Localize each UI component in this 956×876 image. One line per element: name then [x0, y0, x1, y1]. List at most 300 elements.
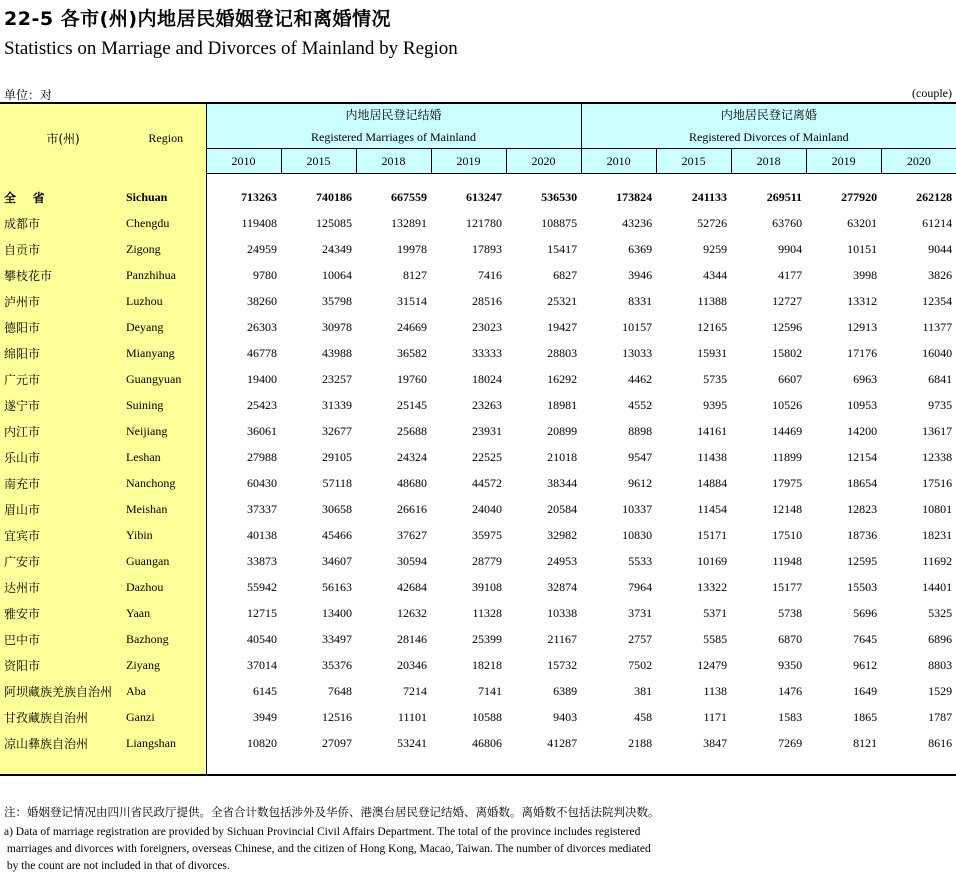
header-divorce-group — [581, 103, 956, 126]
cell-divorces: 17975 — [772, 475, 803, 490]
cell-marriages: 21018 — [547, 449, 578, 464]
cell-marriages: 31339 — [322, 397, 352, 412]
table-row — [0, 704, 956, 730]
header-year: 2020 — [881, 149, 956, 174]
cell-marriages: 43988 — [322, 345, 352, 360]
cell-divorces: 5735 — [703, 371, 728, 386]
cell-divorces: 5738 — [778, 605, 803, 620]
cell-region: Zigong — [126, 236, 206, 262]
cell-marriages: 56163 — [322, 579, 352, 594]
table-row — [0, 236, 956, 262]
header-marriage-cn: 内地居民登记结婚 — [345, 108, 442, 122]
cell-marriages: 132891 — [391, 215, 427, 230]
cell-divorces: 43236 — [622, 215, 653, 230]
cell-city: 雅安市 — [0, 600, 126, 626]
cell-marriages: 23931 — [472, 423, 502, 438]
cell-divorces: 8121 — [853, 735, 878, 750]
cell-divorces: 7269 — [778, 735, 803, 750]
cell-marriages: 37014 — [247, 657, 277, 672]
table-row — [0, 262, 956, 288]
cell-divorces: 10801 — [922, 501, 953, 516]
cell-city: 凉山彝族自治州 — [0, 730, 126, 756]
cell-marriages: 34607 — [322, 553, 352, 568]
header-year: 2020 — [506, 149, 581, 174]
cell-region: Sichuan — [126, 184, 206, 210]
cell-marriages: 11101 — [397, 709, 427, 724]
header-year: 2010 — [206, 149, 281, 174]
header-divorce-cn: 内地居民登记离婚 — [720, 108, 817, 122]
cell-marriages: 20584 — [547, 501, 578, 516]
header-year: 2018 — [731, 149, 806, 174]
header-year: 2015 — [656, 149, 731, 174]
cell-divorces: 15931 — [697, 345, 728, 360]
cell-divorces: 13322 — [697, 579, 728, 594]
cell-divorces: 8803 — [928, 657, 953, 672]
cell-divorces: 52726 — [697, 215, 728, 230]
cell-marriages: 19427 — [547, 319, 578, 334]
table-row — [0, 652, 956, 678]
cell-city: 自贡市 — [0, 236, 126, 262]
cell-divorces: 12154 — [847, 449, 878, 464]
cell-divorces: 8616 — [928, 735, 953, 750]
cell-marriages: 40540 — [247, 631, 277, 646]
cell-marriages: 42684 — [397, 579, 427, 594]
cell-divorces: 7502 — [628, 657, 653, 672]
cell-marriages: 32677 — [322, 423, 352, 438]
cell-divorces: 14401 — [922, 579, 953, 594]
cell-divorces: 2757 — [628, 631, 653, 646]
cell-divorces: 11692 — [922, 553, 953, 568]
cell-marriages: 8127 — [403, 267, 427, 282]
cell-marriages: 25423 — [247, 397, 277, 412]
unit-label-en: (couple) — [912, 86, 952, 100]
cell-marriages: 25399 — [472, 631, 502, 646]
cell-divorces: 4344 — [703, 267, 728, 282]
cell-city: 全 省 — [0, 184, 126, 210]
cell-marriages: 46778 — [247, 345, 277, 360]
cell-marriages: 19400 — [247, 371, 277, 386]
cell-divorces: 277920 — [841, 189, 878, 204]
cell-divorces: 14161 — [697, 423, 728, 438]
cell-divorces: 63201 — [847, 215, 878, 230]
cell-marriages: 119408 — [241, 215, 277, 230]
cell-marriages: 35798 — [322, 293, 352, 308]
cell-region: Yibin — [126, 522, 206, 548]
cell-divorces: 15177 — [772, 579, 803, 594]
cell-marriages: 108875 — [541, 215, 578, 230]
cell-divorces: 1171 — [703, 709, 728, 724]
footnote-en — [4, 824, 764, 875]
cell-marriages: 7141 — [478, 683, 502, 698]
cell-marriages: 28146 — [397, 631, 427, 646]
cell-city: 广安市 — [0, 548, 126, 574]
cell-marriages: 6827 — [553, 267, 578, 282]
cell-divorces: 3847 — [703, 735, 728, 750]
cell-divorces: 18231 — [922, 527, 953, 542]
cell-divorces: 3946 — [628, 267, 653, 282]
cell-region: Neijiang — [126, 418, 206, 444]
table-row — [0, 730, 956, 756]
cell-divorces: 18736 — [847, 527, 878, 542]
header-year: 2018 — [356, 149, 431, 174]
cell-marriages: 11328 — [472, 605, 502, 620]
cell-marriages: 38344 — [547, 475, 578, 490]
cell-marriages: 15732 — [547, 657, 578, 672]
cell-marriages: 7648 — [328, 683, 352, 698]
cell-divorces: 10337 — [622, 501, 653, 516]
cell-marriages: 19760 — [397, 371, 427, 386]
header-year: 2010 — [581, 149, 656, 174]
table-row-total — [0, 184, 956, 210]
cell-marriages: 20899 — [547, 423, 578, 438]
table-row — [0, 522, 956, 548]
cell-divorces: 9044 — [928, 241, 953, 256]
statistics-table — [0, 102, 956, 776]
cell-city: 遂宁市 — [0, 392, 126, 418]
cell-city: 阿坝藏族羌族自治州 — [0, 678, 126, 704]
cell-divorces: 6841 — [928, 371, 953, 386]
cell-region: Dazhou — [126, 574, 206, 600]
cell-divorces: 1649 — [853, 683, 878, 698]
cell-marriages: 536530 — [541, 189, 578, 204]
cell-marriages: 613247 — [466, 189, 502, 204]
cell-divorces: 8898 — [628, 423, 653, 438]
cell-divorces: 12596 — [772, 319, 803, 334]
cell-divorces: 6369 — [628, 241, 653, 256]
cell-marriages: 24959 — [247, 241, 277, 256]
table-row — [0, 574, 956, 600]
cell-marriages: 25321 — [547, 293, 578, 308]
cell-divorces: 9350 — [778, 657, 803, 672]
cell-divorces: 4552 — [628, 397, 653, 412]
cell-region: Bazhong — [126, 626, 206, 652]
cell-region: Nanchong — [126, 470, 206, 496]
cell-city: 成都市 — [0, 210, 126, 236]
cell-divorces: 6607 — [778, 371, 803, 386]
cell-marriages: 6389 — [553, 683, 578, 698]
cell-city: 德阳市 — [0, 314, 126, 340]
cell-region: Leshan — [126, 444, 206, 470]
table-row — [0, 678, 956, 704]
cell-marriages: 125085 — [316, 215, 352, 230]
cell-marriages: 17893 — [472, 241, 502, 256]
page-title-cn: 22-5 各市(州)内地居民婚姻登记和离婚情况 — [4, 8, 392, 30]
cell-divorces: 1787 — [928, 709, 953, 724]
cell-divorces: 5585 — [703, 631, 728, 646]
cell-divorces: 11377 — [922, 319, 953, 334]
cell-divorces: 17176 — [847, 345, 878, 360]
cell-divorces: 5533 — [628, 553, 653, 568]
cell-divorces: 7964 — [628, 579, 653, 594]
cell-divorces: 12479 — [697, 657, 728, 672]
cell-marriages: 38260 — [247, 293, 277, 308]
table-row — [0, 548, 956, 574]
cell-marriages: 41287 — [547, 735, 578, 750]
cell-marriages: 13400 — [322, 605, 352, 620]
header-region: Region — [126, 103, 206, 174]
table-row — [0, 626, 956, 652]
cell-divorces: 10830 — [622, 527, 653, 542]
unit-label-cn: 单位：对 — [4, 88, 53, 102]
table-row — [0, 366, 956, 392]
cell-marriages: 23257 — [322, 371, 352, 386]
table-body — [0, 174, 956, 776]
header-year: 2015 — [281, 149, 356, 174]
cell-marriages: 32874 — [547, 579, 578, 594]
cell-divorces: 7645 — [853, 631, 878, 646]
cell-divorces: 1476 — [778, 683, 803, 698]
cell-divorces: 9904 — [778, 241, 803, 256]
cell-marriages: 25688 — [397, 423, 427, 438]
cell-marriages: 35975 — [472, 527, 502, 542]
cell-divorces: 262128 — [916, 189, 953, 204]
cell-divorces: 15171 — [697, 527, 728, 542]
footnote-en-line: marriages and divorces with foreigners, overseas Chinese, and the citizen of Hong Kong, Macao, Taiwan. The number of divorces mediated — [4, 843, 651, 855]
cell-divorces: 1583 — [778, 709, 803, 724]
cell-city: 内江市 — [0, 418, 126, 444]
cell-divorces: 9612 — [853, 657, 878, 672]
cell-marriages: 16292 — [547, 371, 578, 386]
table-row — [0, 600, 956, 626]
cell-city: 宜宾市 — [0, 522, 126, 548]
cell-region: Ganzi — [126, 704, 206, 730]
cell-divorces: 10953 — [847, 397, 878, 412]
cell-marriages: 9403 — [553, 709, 578, 724]
cell-region: Liangshan — [126, 730, 206, 756]
cell-city: 南充市 — [0, 470, 126, 496]
cell-region: Mianyang — [126, 340, 206, 366]
cell-divorces: 11438 — [697, 449, 728, 464]
header-divorce-en: Registered Divorces of Mainland — [689, 130, 849, 144]
cell-region: Guangan — [126, 548, 206, 574]
cell-marriages: 53241 — [397, 735, 427, 750]
cell-marriages: 44572 — [472, 475, 502, 490]
footnote-cn: 注：婚姻登记情况由四川省民政厅提供。全省合计数包括涉外及华侨、港澳台居民登记结婚、离婚数。离婚数不包括法院判决数。 — [4, 805, 660, 819]
cell-divorces: 10151 — [847, 241, 878, 256]
cell-divorces: 14469 — [772, 423, 803, 438]
cell-divorces: 12823 — [847, 501, 878, 516]
cell-marriages: 27097 — [322, 735, 352, 750]
cell-region: Suining — [126, 392, 206, 418]
cell-city: 乐山市 — [0, 444, 126, 470]
cell-divorces: 12595 — [847, 553, 878, 568]
cell-divorces: 269511 — [766, 189, 803, 204]
cell-divorces: 16040 — [922, 345, 953, 360]
cell-divorces: 11948 — [772, 553, 803, 568]
footnote-en-line: a) Data of marriage registration are provided by Sichuan Provincial Civil Affairs Department. The total of the province includes registered — [4, 826, 641, 838]
cell-divorces: 1865 — [853, 709, 878, 724]
cell-marriages: 10820 — [247, 735, 277, 750]
table-row — [0, 314, 956, 340]
cell-marriages: 24669 — [397, 319, 427, 334]
cell-marriages: 24324 — [397, 449, 427, 464]
cell-marriages: 46806 — [472, 735, 502, 750]
cell-marriages: 10588 — [472, 709, 502, 724]
cell-divorces: 11454 — [697, 501, 728, 516]
cell-divorces: 15503 — [847, 579, 878, 594]
cell-marriages: 26303 — [247, 319, 277, 334]
cell-divorces: 10157 — [622, 319, 653, 334]
table-row — [0, 496, 956, 522]
cell-marriages: 28803 — [547, 345, 578, 360]
cell-region: Panzhihua — [126, 262, 206, 288]
cell-marriages: 28516 — [472, 293, 502, 308]
cell-divorces: 5325 — [928, 605, 953, 620]
cell-marriages: 18024 — [472, 371, 502, 386]
cell-marriages: 35376 — [322, 657, 352, 672]
cell-marriages: 33497 — [322, 631, 352, 646]
cell-marriages: 22525 — [472, 449, 502, 464]
cell-divorces: 9395 — [703, 397, 728, 412]
table-row — [0, 340, 956, 366]
cell-region: Guangyuan — [126, 366, 206, 392]
page-title-en: Statistics on Marriage and Divorces of Mainland by Region — [4, 38, 458, 59]
header-year: 2019 — [431, 149, 506, 174]
cell-divorces: 15802 — [772, 345, 803, 360]
cell-marriages: 18981 — [547, 397, 578, 412]
header-year: 2019 — [806, 149, 881, 174]
cell-marriages: 25145 — [397, 397, 427, 412]
cell-divorces: 6870 — [778, 631, 803, 646]
cell-divorces: 13617 — [922, 423, 953, 438]
cell-marriages: 27988 — [247, 449, 277, 464]
cell-marriages: 39108 — [472, 579, 502, 594]
table-row — [0, 210, 956, 236]
cell-divorces: 17510 — [772, 527, 803, 542]
cell-divorces: 6963 — [853, 371, 878, 386]
cell-divorces: 173824 — [616, 189, 653, 204]
cell-divorces: 17516 — [922, 475, 953, 490]
cell-divorces: 5696 — [853, 605, 878, 620]
cell-divorces: 13312 — [847, 293, 878, 308]
cell-marriages: 33333 — [472, 345, 502, 360]
cell-marriages: 18218 — [472, 657, 502, 672]
cell-region: Deyang — [126, 314, 206, 340]
cell-marriages: 10338 — [547, 605, 578, 620]
cell-divorces: 4462 — [628, 371, 653, 386]
cell-city: 攀枝花市 — [0, 262, 126, 288]
cell-marriages: 15417 — [547, 241, 578, 256]
cell-marriages: 45466 — [322, 527, 352, 542]
cell-marriages: 37627 — [397, 527, 427, 542]
cell-marriages: 667559 — [391, 189, 427, 204]
cell-divorces: 2188 — [628, 735, 653, 750]
table-header — [0, 103, 956, 174]
cell-divorces: 9612 — [628, 475, 653, 490]
cell-divorces: 3731 — [628, 605, 653, 620]
cell-marriages: 3949 — [253, 709, 277, 724]
cell-marriages: 40138 — [247, 527, 277, 542]
cell-marriages: 48680 — [397, 475, 427, 490]
cell-marriages: 57118 — [322, 475, 352, 490]
cell-divorces: 9735 — [928, 397, 953, 412]
cell-marriages: 23023 — [472, 319, 502, 334]
cell-marriages: 7416 — [478, 267, 502, 282]
cell-divorces: 1138 — [703, 683, 728, 698]
cell-marriages: 32982 — [547, 527, 578, 542]
cell-marriages: 36582 — [397, 345, 427, 360]
cell-divorces: 12338 — [922, 449, 953, 464]
cell-marriages: 30978 — [322, 319, 352, 334]
cell-marriages: 19978 — [397, 241, 427, 256]
cell-marriages: 24349 — [322, 241, 352, 256]
cell-divorces: 3826 — [928, 267, 953, 282]
cell-marriages: 12516 — [322, 709, 352, 724]
cell-region: Chengdu — [126, 210, 206, 236]
cell-marriages: 23263 — [472, 397, 502, 412]
cell-divorces: 10526 — [772, 397, 803, 412]
cell-marriages: 740186 — [316, 189, 352, 204]
cell-city: 眉山市 — [0, 496, 126, 522]
cell-marriages: 121780 — [466, 215, 502, 230]
table-row — [0, 444, 956, 470]
cell-divorces: 9547 — [628, 449, 653, 464]
cell-marriages: 21167 — [547, 631, 578, 646]
table-row — [0, 392, 956, 418]
cell-divorces: 4177 — [778, 267, 803, 282]
cell-city: 达州市 — [0, 574, 126, 600]
cell-divorces: 12148 — [772, 501, 803, 516]
cell-marriages: 26616 — [397, 501, 427, 516]
header-city: 市(州) — [0, 103, 126, 174]
cell-divorces: 14884 — [697, 475, 728, 490]
cell-marriages: 7214 — [403, 683, 427, 698]
cell-divorces: 11388 — [697, 293, 728, 308]
cell-divorces: 61214 — [922, 215, 953, 230]
header-marriage-group — [206, 103, 581, 126]
header-marriage-en: Registered Marriages of Mainland — [311, 130, 476, 144]
cell-marriages: 30658 — [322, 501, 352, 516]
cell-divorces: 6896 — [928, 631, 953, 646]
cell-divorces: 3998 — [853, 267, 878, 282]
cell-region: Ziyang — [126, 652, 206, 678]
cell-marriages: 6145 — [253, 683, 277, 698]
cell-divorces: 9259 — [703, 241, 728, 256]
cell-divorces: 12354 — [922, 293, 953, 308]
cell-divorces: 1529 — [928, 683, 953, 698]
cell-marriages: 31514 — [397, 293, 427, 308]
cell-marriages: 24953 — [547, 553, 578, 568]
cell-divorces: 63760 — [772, 215, 803, 230]
cell-marriages: 29105 — [322, 449, 352, 464]
cell-region: Yaan — [126, 600, 206, 626]
table-row — [0, 470, 956, 496]
cell-divorces: 5371 — [703, 605, 728, 620]
cell-marriages: 20346 — [397, 657, 427, 672]
cell-marriages: 10064 — [322, 267, 352, 282]
cell-city: 广元市 — [0, 366, 126, 392]
cell-marriages: 9780 — [253, 267, 277, 282]
cell-marriages: 713263 — [241, 189, 277, 204]
cell-city: 甘孜藏族自治州 — [0, 704, 126, 730]
cell-city: 巴中市 — [0, 626, 126, 652]
cell-divorces: 18654 — [847, 475, 878, 490]
cell-marriages: 28779 — [472, 553, 502, 568]
cell-city: 资阳市 — [0, 652, 126, 678]
cell-divorces: 12913 — [847, 319, 878, 334]
cell-divorces: 241133 — [691, 189, 728, 204]
cell-marriages: 60430 — [247, 475, 277, 490]
cell-divorces: 458 — [634, 709, 653, 724]
footnote-en-line: by the count are not included in that of divorces. — [4, 860, 230, 872]
cell-marriages: 30594 — [397, 553, 427, 568]
cell-city: 绵阳市 — [0, 340, 126, 366]
cell-marriages: 12715 — [247, 605, 277, 620]
cell-divorces: 8331 — [628, 293, 653, 308]
cell-marriages: 36061 — [247, 423, 277, 438]
cell-divorces: 14200 — [847, 423, 878, 438]
cell-region: Meishan — [126, 496, 206, 522]
